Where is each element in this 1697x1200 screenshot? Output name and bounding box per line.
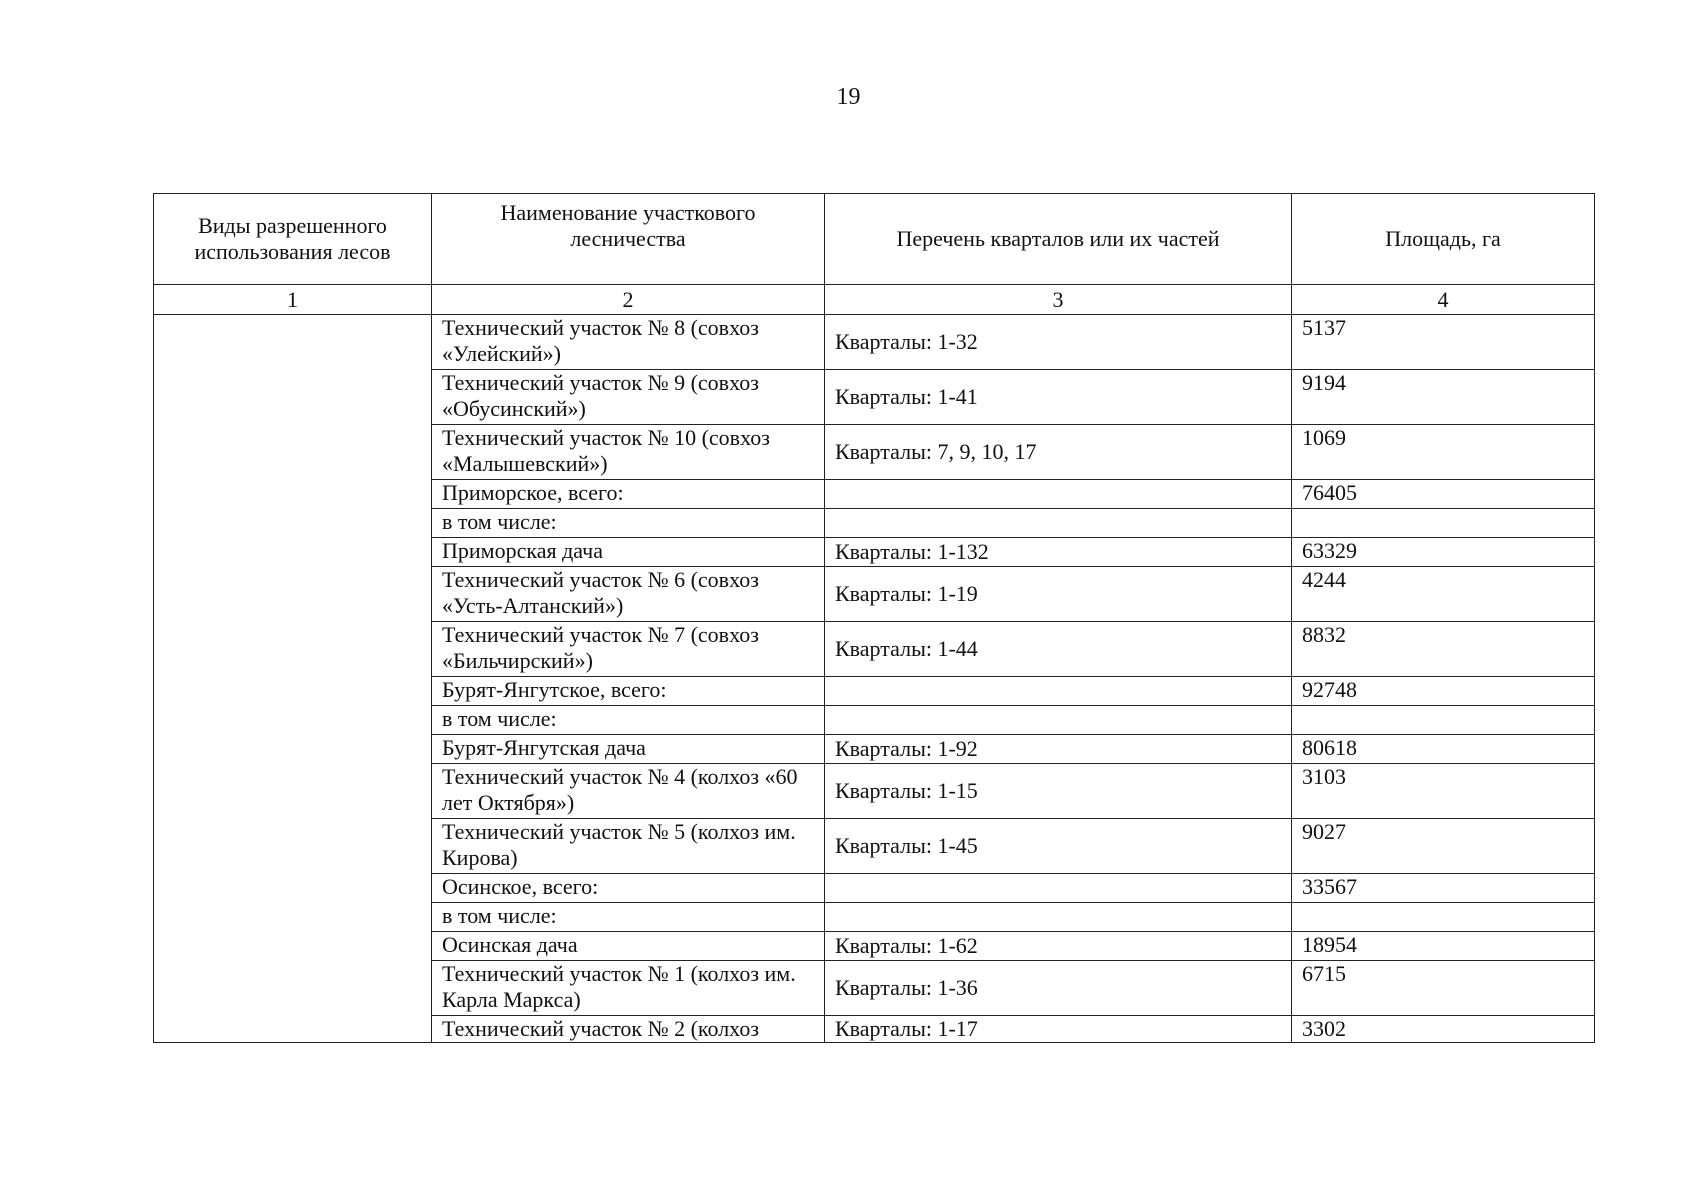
forestry-name-cell: Технический участок № 9 (совхоз «Обусинский») — [432, 370, 825, 425]
forestry-name-cell: Бурят-Янгутское, всего: — [432, 677, 825, 706]
forestry-name-cell: Технический участок № 8 (совхоз «Улейский») — [432, 315, 825, 370]
quarters-cell: Кварталы: 1-92 — [825, 735, 1292, 764]
area-cell: 63329 — [1292, 538, 1595, 567]
quarters-cell: Кварталы: 1-132 — [825, 538, 1292, 567]
forestry-name-cell: Приморское, всего: — [432, 480, 825, 509]
area-cell: 3302 — [1292, 1016, 1595, 1043]
quarters-cell: Кварталы: 7, 9, 10, 17 — [825, 425, 1292, 480]
area-cell: 5137 — [1292, 315, 1595, 370]
area-cell: 3103 — [1292, 764, 1595, 819]
forestry-name-cell: в том числе: — [432, 706, 825, 735]
forestry-name-cell: Технический участок № 1 (колхоз им. Карла Маркса) — [432, 961, 825, 1016]
forestry-name-cell: Приморская дача — [432, 538, 825, 567]
quarters-cell: Кварталы: 1-32 — [825, 315, 1292, 370]
area-cell: 33567 — [1292, 874, 1595, 903]
quarters-cell: Кварталы: 1-44 — [825, 622, 1292, 677]
table-header-row — [154, 194, 1595, 285]
forestry-name-cell: Технический участок № 10 (совхоз «Малышевский») — [432, 425, 825, 480]
quarters-cell: Кварталы: 1-45 — [825, 819, 1292, 874]
column-number: 2 — [432, 285, 825, 315]
forestry-name-cell: в том числе: — [432, 509, 825, 538]
area-cell: 9194 — [1292, 370, 1595, 425]
page-number: 19 — [836, 84, 861, 110]
area-cell: 18954 — [1292, 932, 1595, 961]
forestry-name-cell: в том числе: — [432, 903, 825, 932]
header-use-types: Виды разрешенного использования лесов — [154, 194, 432, 285]
forestry-name-cell: Осинская дача — [432, 932, 825, 961]
table-body — [154, 315, 1595, 1043]
forestry-name-cell: Технический участок № 5 (колхоз им. Кирова) — [432, 819, 825, 874]
forest-use-table — [153, 193, 1595, 1043]
quarters-cell — [825, 903, 1292, 932]
area-cell — [1292, 706, 1595, 735]
quarters-cell — [825, 874, 1292, 903]
quarters-cell: Кварталы: 1-41 — [825, 370, 1292, 425]
forestry-name-cell: Технический участок № 2 (колхоз — [432, 1016, 825, 1043]
area-cell — [1292, 903, 1595, 932]
area-cell: 1069 — [1292, 425, 1595, 480]
column-number-row — [154, 285, 1595, 315]
area-cell: 4244 — [1292, 567, 1595, 622]
column-number: 1 — [154, 285, 432, 315]
quarters-cell — [825, 509, 1292, 538]
quarters-cell — [825, 677, 1292, 706]
quarters-cell: Кварталы: 1-19 — [825, 567, 1292, 622]
quarters-cell — [825, 480, 1292, 509]
area-cell: 8832 — [1292, 622, 1595, 677]
header-area: Площадь, га — [1292, 194, 1595, 285]
forestry-name-cell: Осинское, всего: — [432, 874, 825, 903]
forestry-name-cell: Технический участок № 7 (совхоз «Бильчирский») — [432, 622, 825, 677]
quarters-cell: Кварталы: 1-62 — [825, 932, 1292, 961]
forestry-name-cell: Бурят-Янгутская дача — [432, 735, 825, 764]
quarters-cell: Кварталы: 1-15 — [825, 764, 1292, 819]
area-cell: 6715 — [1292, 961, 1595, 1016]
area-cell: 80618 — [1292, 735, 1595, 764]
quarters-cell: Кварталы: 1-36 — [825, 961, 1292, 1016]
forestry-name-cell: Технический участок № 6 (совхоз «Усть-Алтанский») — [432, 567, 825, 622]
area-cell — [1292, 509, 1595, 538]
forestry-name-cell: Технический участок № 4 (колхоз «60 лет Октября») — [432, 764, 825, 819]
header-forestry-name: Наименование участкового лесничества — [432, 194, 825, 285]
area-cell: 92748 — [1292, 677, 1595, 706]
header-quarters-list: Перечень кварталов или их частей — [825, 194, 1292, 285]
area-cell: 9027 — [1292, 819, 1595, 874]
quarters-cell: Кварталы: 1-17 — [825, 1016, 1292, 1043]
column-number: 4 — [1292, 285, 1595, 315]
table-row — [154, 315, 1595, 370]
area-cell: 76405 — [1292, 480, 1595, 509]
column-number: 3 — [825, 285, 1292, 315]
use-type-cell — [154, 315, 432, 1043]
quarters-cell — [825, 706, 1292, 735]
